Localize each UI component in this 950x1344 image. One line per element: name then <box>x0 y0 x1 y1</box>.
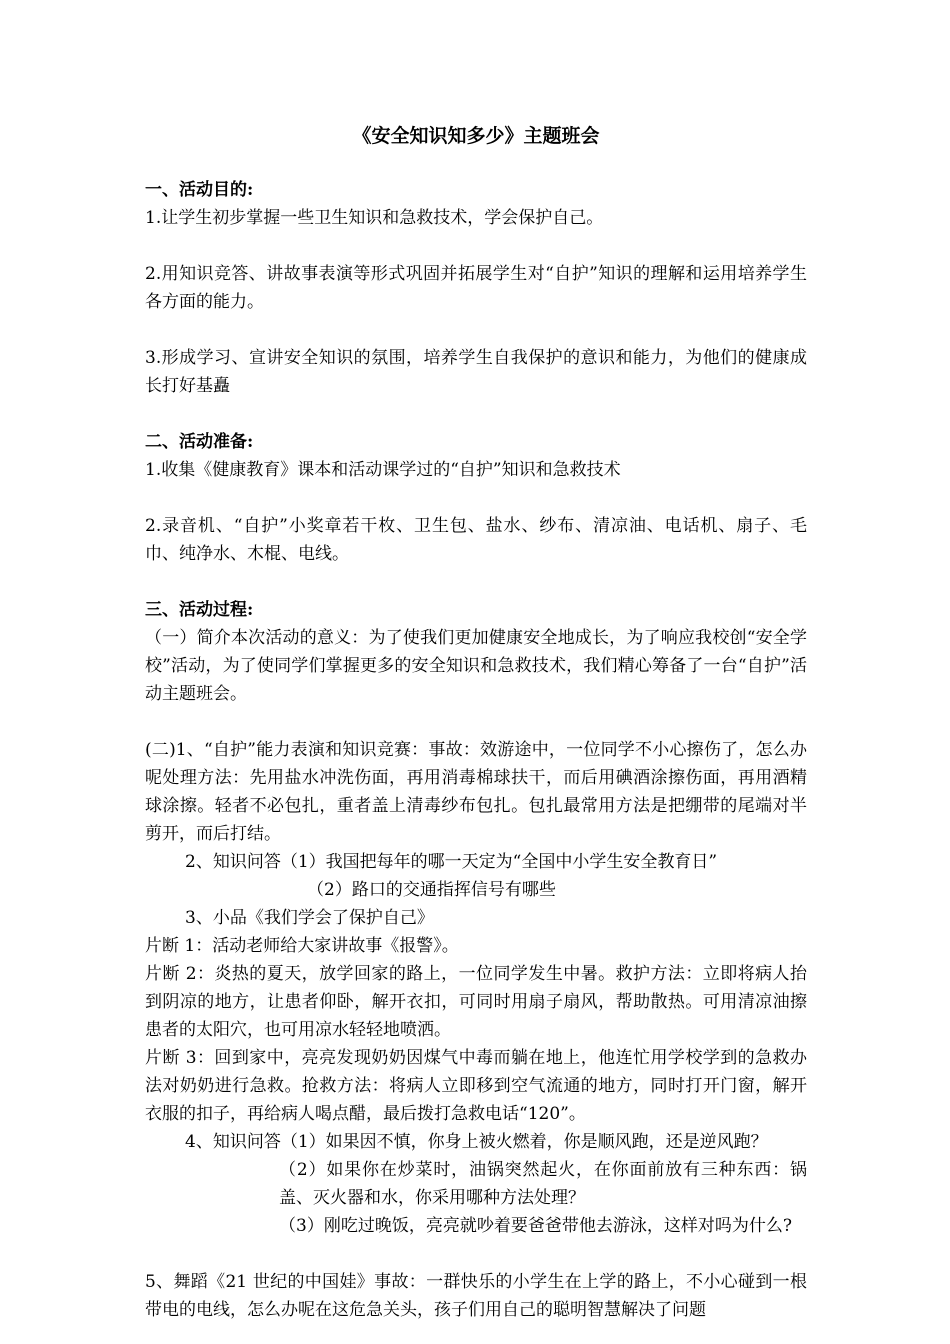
purpose-item-3: 3.形成学习、宣讲安全知识的氛围，培养学生自我保护的意识和能力，为他们的健康成长打好基矗 <box>145 348 807 396</box>
quiz-question-4-3: （3）刚吃过晚饭，亮亮就吵着要爸爸带他去游泳，这样对吗为什么? <box>279 1216 792 1236</box>
quiz-question-4-2: （2）如果你在炒菜时，油锅突然起火，在你面前放有三种东西：锅盖、灭火器和水，你采用哪种方法处理？ <box>279 1160 807 1208</box>
section-heading-process: 三、活动过程: <box>145 600 254 620</box>
section-heading-purpose: 一、活动目的: <box>145 180 254 200</box>
fragment-3: 片断 3：回到家中，亮亮发现奶奶因煤气中毒而躺在地上，他连忙用学校学到的急救办法对奶奶进行急救。抢救方法：将病人立即移到空气流通的地方，同时打开门窗，解开衣服的扣子，再给病人喝点醋，最后拨打急救电话“120”。 <box>145 1048 807 1124</box>
process-intro: （一）简介本次活动的意义：为了使我们更加健康安全地成长，为了响应我校创“安全学校”活动，为了使同学们掌握更多的安全知识和急救技术，我们精心筹备了一台“自护”活动主题班会。 <box>145 628 807 704</box>
document-body <box>145 122 807 1324</box>
skit-title: 3、小品《我们学会了保护自己》 <box>185 908 434 928</box>
dance-item: 5、舞蹈《21 世纪的中国娃》事故：一群快乐的小学生在上学的路上，不小心碰到一根带电的电线，怎么办呢在这危急关头，孩子们用自己的聪明智慧解决了问题 <box>145 1272 807 1320</box>
document-title: 《安全知识知多少》主题班会 <box>352 125 600 147</box>
purpose-item-2: 2.用知识竞答、讲故事表演等形式巩固并拓展学生对“自护”知识的理解和运用培养学生各方面的能力。 <box>145 264 807 312</box>
quiz-question-2-2: （2）路口的交通指挥信号有哪些 <box>307 880 556 900</box>
fragment-2: 片断 2：炎热的夏天，放学回家的路上，一位同学发生中暑。救护方法：立即将病人抬到阴凉的地方，让患者仰卧，解开衣扣，可同时用扇子扇风，帮助散热。可用清凉油擦患者的太阳穴，也可用凉水轻轻地喷洒。 <box>145 964 807 1040</box>
preparation-item-1: 1.收集《健康教育》课本和活动课学过的“自护”知识和急救技术 <box>145 460 621 480</box>
purpose-item-1: 1.让学生初步掌握一些卫生知识和急救技术，学会保护自己。 <box>145 208 604 228</box>
section-heading-preparation: 二、活动准备: <box>145 432 254 452</box>
quiz-question-2-1: 2、知识问答（1）我国把每年的哪一天定为“全国中小学生安全教育日” <box>185 852 718 872</box>
quiz-question-4-1: 4、知识问答（1）如果因不慎，你身上被火燃着，你是顺风跑，还是逆风跑？ <box>185 1132 768 1152</box>
fragment-1: 片断 1：活动老师给大家讲故事《报警》。 <box>145 936 459 956</box>
preparation-item-2: 2.录音机、“自护”小奖章若干枚、卫生包、盐水、纱布、清凉油、电话机、扇子、毛巾、纯净水、木棍、电线。 <box>145 516 807 564</box>
process-part-2: (二)1、“自护”能力表演和知识竞赛：事故：效游途中，一位同学不小心擦伤了，怎么办呢处理方法：先用盐水冲洗伤面，再用消毒棉球扶干，而后用碘酒涂擦伤面，再用酒精球涂擦。轻者不必包扎，重者盖上清毒纱布包扎。包扎最常用方法是把绷带的尾端对半剪开，而后打结。 <box>145 740 807 844</box>
